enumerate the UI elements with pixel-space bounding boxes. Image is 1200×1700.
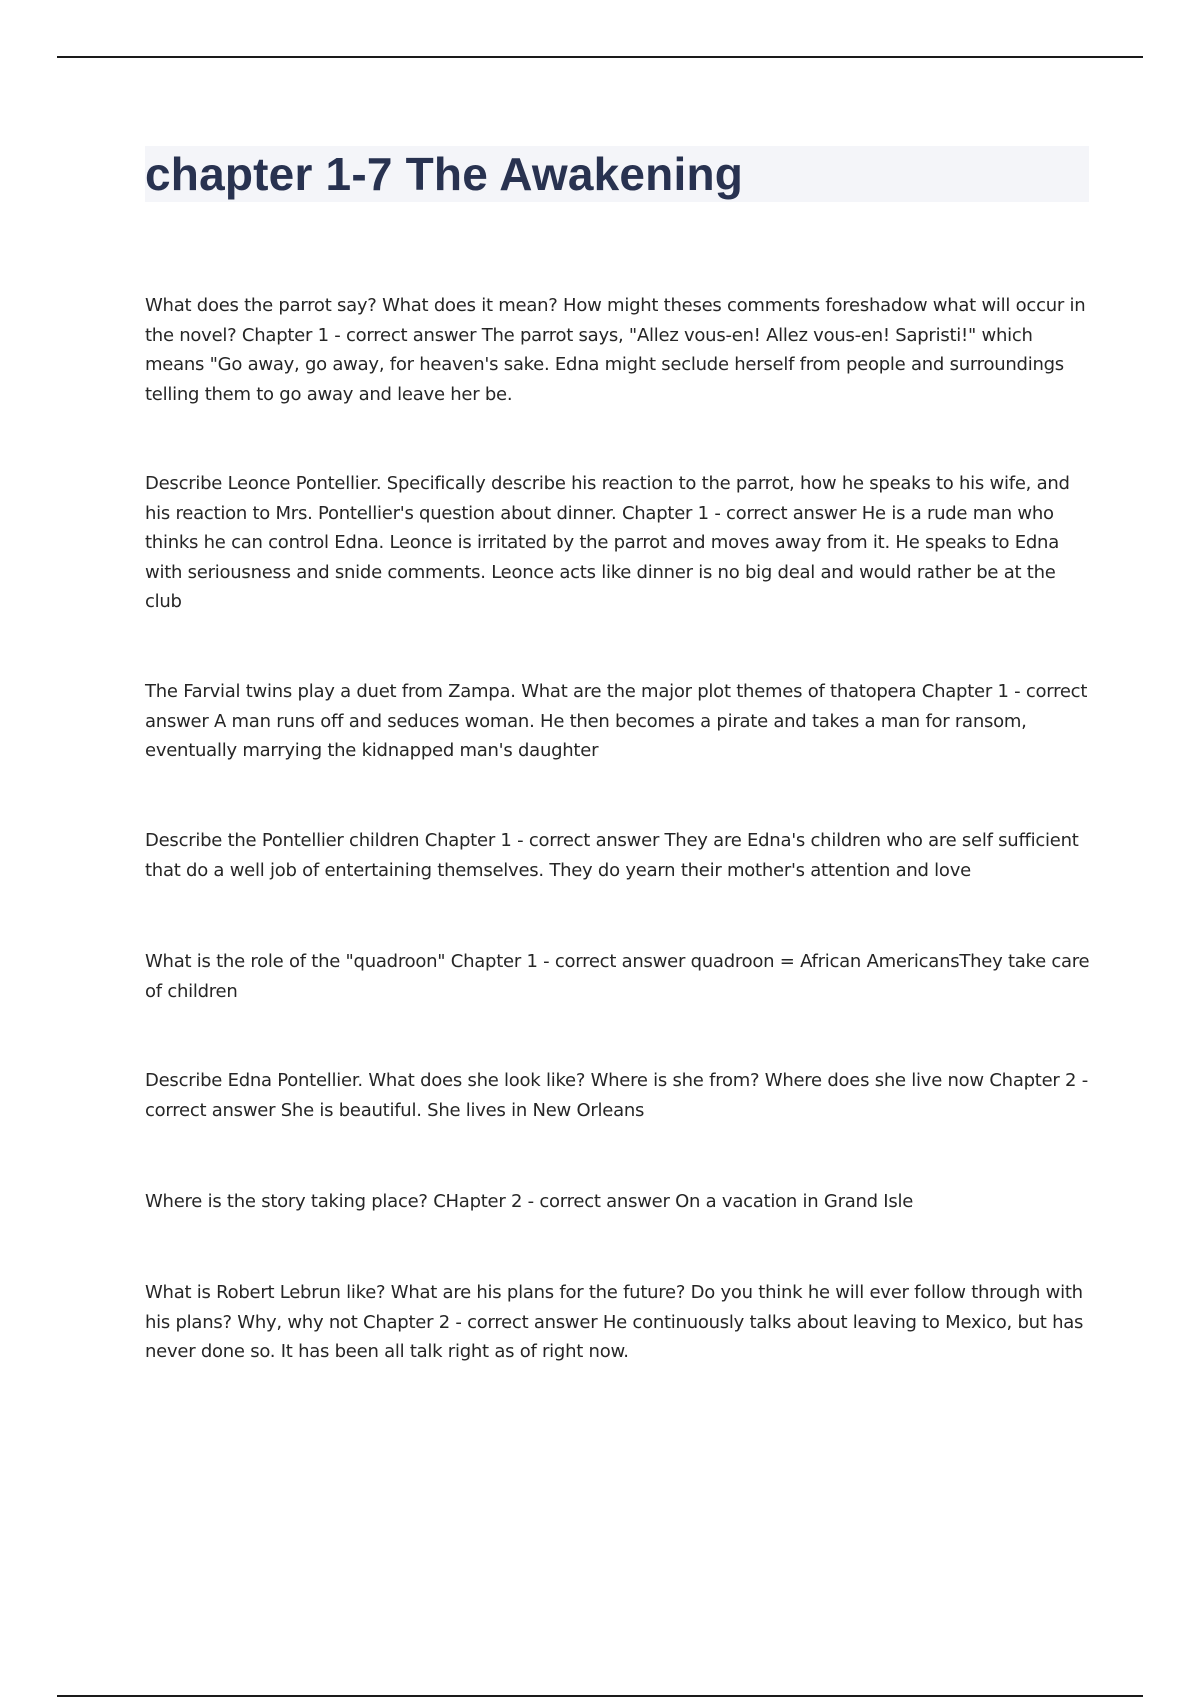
qa-entry-8: What is Robert Lebrun like? What are his plans for the future? Do you think he will ever follow through with his plans? Why, why not Chapter 2 - correct answer He continuously talks about leaving to Mexico, but has never done so. It has been all talk right as of right now. — [145, 1282, 1084, 1362]
qa-entry-6: Describe Edna Pontellier. What does she look like? Where is she from? Where does she live now Chapter 2 - correct answer She is beautiful. She lives in New Orleans — [145, 1070, 1088, 1121]
qa-entry-5: What is the role of the "quadroon" Chapter 1 - correct answer quadroon = African AmericansThey take care of children — [145, 951, 1090, 1002]
qa-entry-3: The Farvial twins play a duet from Zampa. What are the major plot themes of thatopera Chapter 1 - correct answer A man runs off and seduces woman. He then becomes a pirate and takes a man for ransom, eventually marrying the kidnapped man's daughter — [145, 681, 1088, 761]
qa-entry-7: Where is the story taking place? CHapter 2 - correct answer On a vacation in Grand Isle — [145, 1191, 914, 1212]
qa-entry-2: Describe Leonce Pontellier. Specifically describe his reaction to the parrot, how he speaks to his wife, and his reaction to Mrs. Pontellier's question about dinner. Chapter 1 - correct answer He is a rude man who thinks he can control Edna. Leonce is irritated by the parrot and moves away from it. He speaks to Edna with seriousness and snide comments. Leonce acts like dinner is no big deal and would rather be at the club — [145, 473, 1070, 612]
qa-entry-1: What does the parrot say? What does it mean? How might theses comments foreshadow what will occur in the novel? Chapter 1 - correct answer The parrot says, "Allez vous-en! Allez vous-en! Sapristi!" which means "Go away, go away, for heaven's sake. Edna might seclude herself from people and surroundings telling them to go away and leave her be. — [145, 295, 1086, 405]
top-rule — [57, 56, 1143, 58]
bottom-rule — [57, 1695, 1143, 1697]
page-title: chapter 1-7 The Awakening — [145, 148, 744, 200]
qa-entry-4: Describe the Pontellier children Chapter 1 - correct answer They are Edna's children who are self sufficient that do a well job of entertaining themselves. They do yearn their mother's attention and love — [145, 830, 1079, 881]
